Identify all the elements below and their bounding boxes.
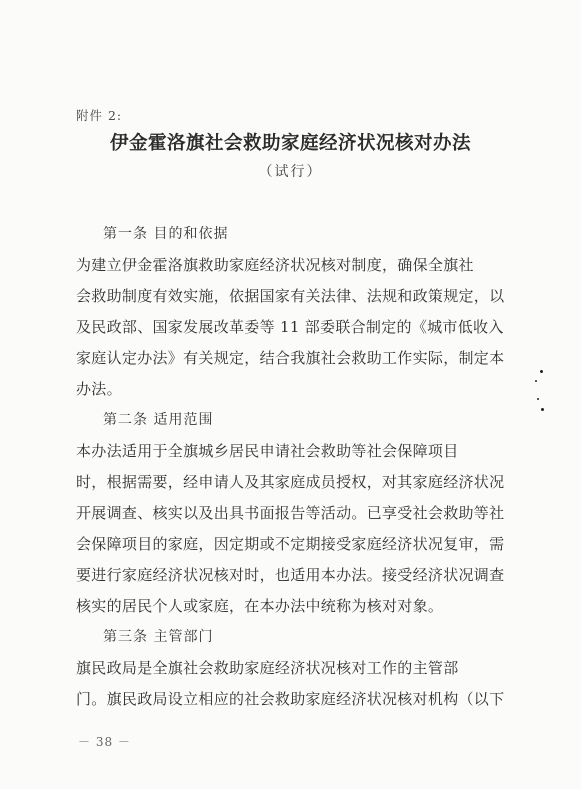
article3-line: 门。旗民政局设立相应的社会救助家庭经济状况核对机构（以下 bbox=[76, 690, 505, 708]
article1-line: 为建立伊金霍洛旗救助家庭经济状况核对制度，确保全旗社 bbox=[76, 256, 474, 274]
scan-speck bbox=[535, 380, 537, 382]
article2-line: 要进行家庭经济状况核对时，也适用本办法。接受经济状况调查 bbox=[76, 566, 505, 584]
article1-line: 会救助制度有效实施，依据国家有关法律、法规和政策规定，以 bbox=[76, 287, 505, 305]
article2-line: 会保障项目的家庭，因定期或不定期接受家庭经济状况复审，需 bbox=[76, 535, 505, 553]
article2-line: 本办法适用于全旗城乡居民申请社会救助等社会保障项目 bbox=[76, 442, 459, 460]
article2-line: 开展调查、核实以及出具书面报告等活动。已享受社会救助等社 bbox=[76, 504, 505, 522]
document-title: 伊金霍洛旗社会救助家庭经济状况核对办法 bbox=[109, 133, 471, 154]
article1-line: 及民政部、国家发展改革委等 11 部委联合制定的《城市低收入 bbox=[76, 318, 504, 336]
document-subtitle: （试行） bbox=[258, 164, 323, 180]
page-number: － 38 － bbox=[78, 735, 131, 749]
article2-heading: 第二条 适用范围 bbox=[103, 412, 214, 428]
article3-heading: 第三条 主管部门 bbox=[103, 629, 214, 645]
article1-line: 家庭认定办法》有关规定，结合我旗社会救助工作实际，制定本 bbox=[76, 349, 505, 367]
scan-speck bbox=[540, 370, 543, 373]
article2-line: 核实的居民个人或家庭，在本办法中统称为核对对象。 bbox=[76, 597, 444, 615]
article3-line: 旗民政局是全旗社会救助家庭经济状况核对工作的主管部 bbox=[76, 659, 459, 677]
article1-heading: 第一条 目的和依据 bbox=[103, 226, 229, 242]
scan-speck bbox=[537, 398, 539, 400]
attachment-label: 附件 2: bbox=[76, 108, 123, 123]
scan-speck bbox=[541, 408, 544, 411]
article2-line: 时，根据需要，经申请人及其家庭成员授权，对其家庭经济状况 bbox=[76, 473, 505, 491]
article1-line: 办法。 bbox=[76, 380, 122, 398]
